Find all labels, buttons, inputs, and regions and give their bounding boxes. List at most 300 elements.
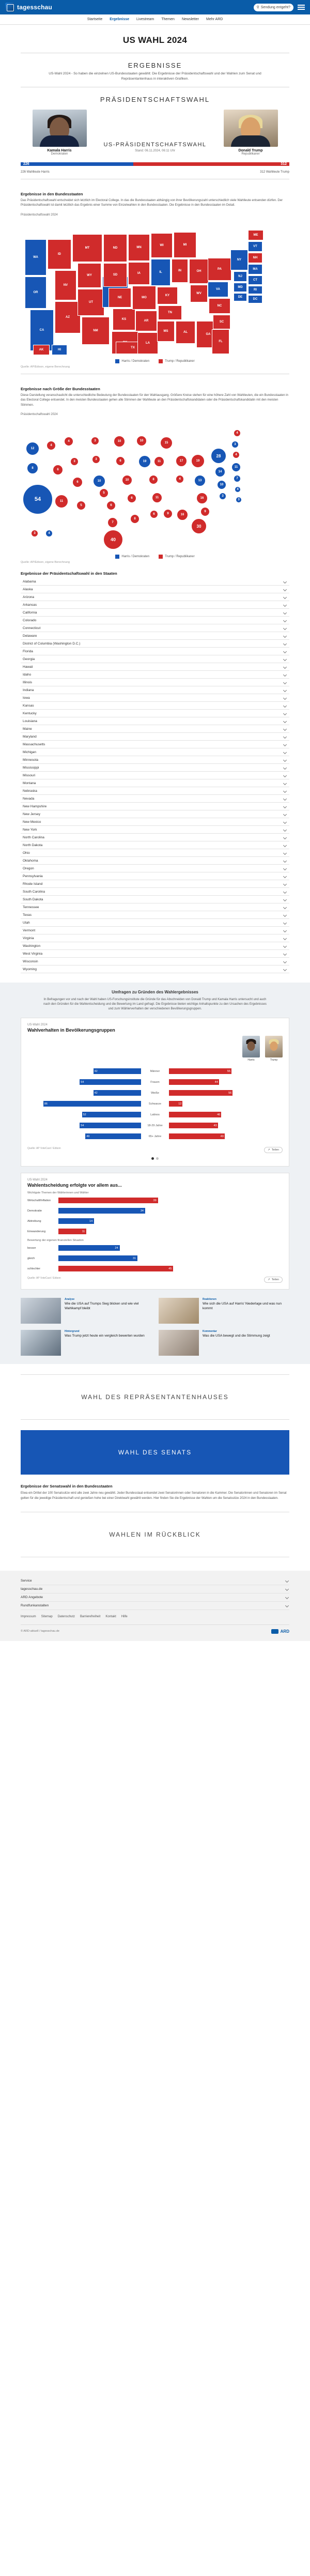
chevron-down-icon [286, 1596, 289, 1599]
chevron-down-icon [284, 619, 287, 622]
chevron-down-icon [286, 1587, 289, 1591]
state-label: Vermont [23, 928, 36, 932]
state-label: Alabama [23, 579, 36, 584]
chart2-cat-0: Wirtschaft/Inflation [27, 1199, 51, 1202]
chevron-down-icon [284, 595, 287, 599]
state-label: Illinois [23, 680, 33, 684]
harris-party: Demokraten [51, 152, 68, 156]
chevron-down-icon [284, 944, 287, 948]
divider [0, 174, 310, 185]
chart2-cat-3: Einwanderung [27, 1230, 46, 1233]
harris-name: Kamala Harris [47, 148, 72, 152]
footer-link[interactable]: Sitemap [41, 1615, 53, 1618]
state-label: Pennsylvania [23, 874, 43, 878]
nav-item-5[interactable]: Mehr ARD [206, 18, 223, 21]
state-row[interactable] [21, 655, 289, 663]
teaser-item[interactable] [21, 1298, 151, 1324]
state-row[interactable] [21, 872, 289, 880]
chevron-down-icon [284, 588, 287, 591]
state-row[interactable] [21, 617, 289, 624]
senate-title: WAHL DES SENATS [118, 1449, 192, 1456]
chevron-down-icon [284, 968, 287, 971]
divider [0, 369, 310, 379]
footer-row[interactable] [21, 1585, 289, 1593]
senate-info-heading: Ergebnisse der Senatswahl in den Bundesstaaten [21, 1484, 113, 1489]
state-row[interactable] [21, 911, 289, 919]
states-accordion [21, 578, 289, 973]
chevron-down-icon [284, 828, 287, 832]
chart1-cat-5: 18-29 Jahre [147, 1124, 163, 1127]
chevron-down-icon [284, 681, 287, 684]
bar-legend-right: 312 Wahlleute Trump [260, 170, 289, 174]
state-row[interactable] [21, 748, 289, 756]
footer-row[interactable] [21, 1593, 289, 1602]
teaser-item[interactable] [21, 1330, 151, 1356]
state-label: Texas [23, 913, 32, 917]
state-row[interactable] [21, 950, 289, 958]
state-label: Arkansas [23, 603, 37, 607]
ard-mark-icon [271, 1629, 278, 1634]
footer [0, 1571, 310, 1641]
chevron-down-icon [284, 913, 287, 917]
chevron-down-icon [284, 758, 287, 762]
bar-legend-left: 226 Wahlleute Harris [21, 170, 50, 174]
chevron-down-icon [284, 642, 287, 646]
candidate-harris [21, 110, 98, 156]
chevron-down-icon [284, 797, 287, 801]
state-label: Kansas [23, 703, 34, 708]
chevron-down-icon [284, 735, 287, 739]
states-list-title: Ergebnisse der Präsidentschaftswahl in den Staaten [21, 571, 117, 576]
chevron-down-icon [284, 657, 287, 661]
survey-section [0, 983, 310, 1364]
chevron-down-icon [284, 704, 287, 708]
chevron-down-icon [284, 906, 287, 909]
main-nav [0, 14, 310, 25]
teaser-item[interactable] [159, 1298, 289, 1324]
state-row[interactable] [21, 965, 289, 973]
nav-item-0[interactable]: Startseite [87, 18, 103, 21]
state-label: Arizona [23, 595, 35, 599]
nav-item-3[interactable]: Themen [161, 18, 175, 21]
state-label: Michigan [23, 750, 37, 754]
chevron-down-icon [286, 1579, 289, 1583]
state-label: Nebraska [23, 789, 37, 793]
chart1-legend-1: Trump [270, 1059, 278, 1062]
state-row[interactable] [21, 764, 289, 772]
state-map-block [21, 213, 289, 369]
state-label: Louisiana [23, 719, 37, 723]
chart2-row2: gleich 31 [27, 1254, 283, 1262]
chart2-row: Wirtschaft/Inflation 39 [27, 1197, 283, 1204]
brand[interactable] [5, 3, 52, 12]
harris-photo [33, 110, 87, 147]
teaser-item[interactable] [159, 1330, 289, 1356]
chevron-down-icon [284, 960, 287, 963]
state-row[interactable] [21, 756, 289, 764]
footer-item-label: ARD Angebote [21, 1595, 43, 1599]
state-row[interactable] [21, 795, 289, 803]
state-row[interactable] [21, 725, 289, 733]
state-label: Washington [23, 944, 41, 948]
share-label: Teilen [271, 1278, 279, 1282]
chart2-subhead2: Bewertung der eigenen finanziellen Situation [27, 1239, 84, 1243]
results-title: ERGEBNISSE [128, 62, 182, 69]
footer-link[interactable]: Barrierefreiheit [80, 1615, 101, 1618]
teaser-grid [21, 1298, 289, 1356]
legend-rep: Trump / Republikaner [165, 359, 195, 363]
chart1-row: 54 Frauen 44 [27, 1078, 283, 1086]
footer-accordion [21, 1577, 289, 1610]
state-row[interactable] [21, 741, 289, 748]
nav-item-2[interactable]: Livestream [136, 18, 154, 21]
harris-electors: 226 [23, 162, 29, 166]
state-row[interactable] [21, 787, 289, 795]
state-label: Wyoming [23, 967, 37, 971]
state-label: New Jersey [23, 812, 40, 816]
state-row[interactable] [21, 857, 289, 865]
state-row[interactable] [21, 810, 289, 818]
chevron-down-icon [284, 580, 287, 584]
teaser-thumbnail [159, 1330, 199, 1356]
senate-info [21, 1484, 289, 1501]
map-source: Quelle: AP/Edison, eigene Berechnung [21, 365, 70, 369]
senate-section [21, 1430, 289, 1475]
state-label: Florida [23, 649, 33, 653]
state-row[interactable] [21, 779, 289, 787]
chart1-source: Quelle: AP VoteCast / Edison [27, 1147, 61, 1151]
state-label: Kentucky [23, 711, 37, 715]
top-bar [0, 0, 310, 14]
state-row[interactable] [21, 849, 289, 857]
size-heading: Ergebnisse nach Größe der Bundesstaaten [21, 386, 100, 391]
footer-link[interactable]: Impressum [21, 1615, 36, 1618]
chart2-cat-2: Abtreibung [27, 1219, 41, 1223]
presidential-title: PRÄSIDENTSCHAFTSWAHL [100, 95, 210, 103]
chart2-kicker: US-Wahl 2024 [27, 1178, 48, 1182]
electoral-heading: Ergebnisse in den Bundesstaaten [21, 191, 83, 196]
trump-name: Donald Trump [238, 148, 263, 152]
footer-item-label: Rundfunkanstalten [21, 1603, 49, 1607]
electoral-bar [21, 160, 289, 174]
chevron-down-icon [284, 921, 287, 925]
chart2-cat2-2: schlechter [27, 1267, 41, 1270]
carousel-dot[interactable] [151, 1157, 154, 1160]
state-label: Idaho [23, 672, 32, 677]
chevron-down-icon [284, 875, 287, 878]
share-button[interactable] [264, 1277, 283, 1283]
chevron-down-icon [284, 688, 287, 692]
trump-electors: 312 [281, 162, 287, 166]
state-label: District of Columbia (Washington D.C.) [23, 641, 81, 646]
harris-thumb [242, 1036, 260, 1057]
legend-rep-2: Trump / Republikaner [165, 555, 195, 559]
state-row[interactable] [21, 624, 289, 632]
copyright: © ARD-aktuell / tagesschau.de [21, 1630, 59, 1633]
menu-button[interactable] [298, 5, 305, 10]
chart2-row: Demokratie 34 [27, 1207, 283, 1215]
state-label: Ohio [23, 851, 30, 855]
house-section [21, 1374, 289, 1420]
state-label: Montana [23, 781, 36, 785]
chart1-row: 86 Schwarze 12 [27, 1099, 283, 1108]
state-row[interactable] [21, 671, 289, 679]
state-row[interactable] [21, 942, 289, 950]
chart2-row2: schlechter 45 [27, 1265, 283, 1272]
state-row[interactable] [21, 733, 289, 741]
chart1-cat-1: Frauen [150, 1080, 160, 1084]
footer-links [21, 1615, 289, 1618]
state-row[interactable] [21, 818, 289, 826]
state-row[interactable] [21, 601, 289, 609]
hero-headline: US-PRÄSIDENTSCHAFTSWAHL [103, 141, 207, 148]
footer-link[interactable]: Datenschutz [57, 1615, 75, 1618]
share-button[interactable] [264, 1147, 283, 1153]
state-row[interactable] [21, 686, 289, 694]
footer-link[interactable]: Hilfe [121, 1615, 128, 1618]
state-label: Nevada [23, 796, 35, 801]
chart2-row2: besser 24 [27, 1244, 283, 1252]
trump-thumb [265, 1036, 283, 1057]
legend-dem: Harris / Demokraten [121, 359, 150, 363]
state-label: Alaska [23, 587, 33, 591]
state-label: West Virginia [23, 952, 43, 956]
candidate-trump [212, 110, 289, 156]
footer-item-label: tagesschau.de [21, 1587, 43, 1591]
state-row[interactable] [21, 934, 289, 942]
state-label: Iowa [23, 696, 30, 700]
state-row[interactable] [21, 927, 289, 934]
chevron-down-icon [284, 844, 287, 847]
house-title: WAHL DES REPRÄSENTANTENHAUSES [81, 1393, 229, 1401]
chevron-down-icon [284, 743, 287, 746]
bubble-map-legend [21, 553, 289, 559]
teaser-kicker: Hintergrund [65, 1330, 80, 1333]
chevron-down-icon [284, 781, 287, 785]
state-row[interactable] [21, 640, 289, 648]
chart-card-groups [21, 1018, 289, 1167]
state-row[interactable] [21, 834, 289, 841]
state-label: Oregon [23, 866, 34, 870]
state-label: Maine [23, 727, 32, 731]
chart1-row: 52 Latinos 46 [27, 1110, 283, 1119]
chevron-down-icon [284, 626, 287, 630]
state-row[interactable] [21, 841, 289, 849]
chart1-cat-2: Weiße [151, 1091, 159, 1095]
chart-card-reasons [21, 1173, 289, 1290]
state-row[interactable] [21, 958, 289, 965]
ard-logo[interactable] [271, 1629, 289, 1634]
nav-item-4[interactable]: Newsletter [181, 18, 199, 21]
ard-label: ARD [280, 1629, 289, 1634]
tagesschau-logo-icon [5, 3, 14, 12]
state-row[interactable] [21, 710, 289, 717]
map-legend [21, 357, 289, 363]
state-row[interactable] [21, 888, 289, 896]
trump-photo [224, 110, 278, 147]
chart2-cat-1: Demokratie [27, 1209, 42, 1213]
state-row[interactable] [21, 694, 289, 702]
footer-link[interactable]: Kontakt [105, 1615, 116, 1618]
state-label: New York [23, 827, 37, 832]
state-label: Minnesota [23, 758, 38, 762]
state-label: Connecticut [23, 626, 41, 630]
chart1-cat-0: Männer [150, 1069, 160, 1073]
state-label: Wisconsin [23, 959, 38, 963]
state-row[interactable] [21, 702, 289, 710]
footer-row[interactable] [21, 1577, 289, 1585]
teaser-thumbnail [159, 1298, 199, 1324]
state-label: Tennessee [23, 905, 39, 909]
state-label: Colorado [23, 618, 37, 622]
chart1-row: 49 65+ Jahre 49 [27, 1132, 283, 1141]
bubble-map-block [21, 413, 289, 564]
chart1-cat-3: Schwarze [148, 1102, 162, 1106]
share-icon: ↗ [268, 1278, 270, 1282]
state-label: Oklahoma [23, 858, 38, 863]
state-row[interactable] [21, 717, 289, 725]
state-row[interactable] [21, 632, 289, 640]
chevron-down-icon [284, 929, 287, 932]
survey-subtext: In Befragungen vor und nach der Wahl haben US-Forschungsinstitute die Gründe für das Abschneiden von Donald Trump und Kamala Harris untersucht und auch nach den Gründen für die Wahlentscheidung und die Bewertung im Land gefragt. Die Ergebnisse bieten wichtige Anhaltspunkte zu den Ursachen des Ergebnisses und zum Wählerverhalten der verschiedenen Bevölkerungsgruppen. [43, 998, 267, 1011]
chevron-down-icon [284, 634, 287, 638]
bubble-map-source: Quelle: AP/Edison, eigene Berechnung [21, 561, 70, 564]
teaser-title: Was die USA bewegt und die Stimmung zeigt [203, 1334, 270, 1338]
footer-bottom [21, 1624, 289, 1641]
state-label: North Carolina [23, 835, 44, 839]
bubble-map[interactable]: 12 8 54 4 6 11 4 3 6 5 10 3 3 5 6 7 40 10 6 10 6 8 10 19 11 8 11 6 9 15 17 4 16 30 19 13 16 9 28 14 10 3 3 4 11 7 4 4 3 3 4 [21, 418, 289, 553]
chevron-down-icon [284, 812, 287, 816]
carousel-dots[interactable] [27, 1157, 283, 1160]
chevron-down-icon [284, 867, 287, 870]
chart2-cat2-1: gleich [27, 1256, 35, 1260]
chart2-subhead: Wichtigste Themen der Wählerinnen und Wähler [27, 1191, 89, 1195]
chart2-source: Quelle: AP VoteCast / Edison [27, 1277, 61, 1280]
state-label: Delaware [23, 634, 37, 638]
state-row[interactable] [21, 609, 289, 617]
chevron-down-icon [284, 665, 287, 669]
chart1-row: 42 Weiße 56 [27, 1088, 283, 1097]
trump-party: Republikaner [241, 152, 260, 156]
hero-timestamp: Stand: 06.11.2024, 06:11 Uhr [135, 149, 175, 152]
size-text: Diese Darstellung veranschaulicht die unterschiedliche Bedeutung der Bundesstaaten für den Wahlausgang. Größere Kreise stehen für eine höhere Zahl von Wahlleuten, die ein Bundesstaaten in das Electoral College entsendet. In den meisten Bundesstaaten gehen alle Stimmen der Wahlleute an den Präsidentschaftskandidaten oder die Präsidentschaftskandidatin mit den meisten Stimmen. [21, 393, 288, 407]
chevron-down-icon [284, 673, 287, 677]
state-row[interactable] [21, 593, 289, 601]
chart1-row: 42 Männer 55 [27, 1067, 283, 1076]
chevron-down-icon [284, 774, 287, 777]
state-row[interactable] [21, 865, 289, 872]
chevron-down-icon [284, 603, 287, 607]
retrospect-title: WAHLEN IM RÜCKBLICK [109, 1530, 201, 1538]
state-row[interactable] [21, 826, 289, 834]
chart2-title: Wahlentscheidung erfolgte vor allem aus... [27, 1183, 122, 1188]
chevron-down-icon [284, 789, 287, 793]
search-icon: ⚲ [256, 6, 259, 9]
chevron-down-icon [284, 611, 287, 615]
teaser-thumbnail [21, 1330, 61, 1356]
state-label: Massachusetts [23, 742, 45, 746]
page-title: US WAHL 2024 [122, 35, 188, 45]
chevron-down-icon [284, 766, 287, 770]
brand-label: tagesschau [17, 4, 53, 11]
divider [0, 82, 310, 93]
state-row[interactable] [21, 679, 289, 686]
teaser-kicker: Reaktionen [203, 1298, 216, 1301]
chevron-down-icon [284, 898, 287, 901]
results-intro: US-Wahl 2024 - So haben die einzelnen US-Bundesstaaten gewählt: Die Ergebnisse der Präsidentschaftswahl und der Wahlen zum Senat und Repräsentantenhaus in interaktiven Grafiken. [49, 72, 261, 81]
chevron-down-icon [284, 719, 287, 723]
footer-row[interactable] [21, 1602, 289, 1610]
map2-caption: Präsidentschaftswahl 2024 [21, 413, 58, 417]
state-label: California [23, 610, 37, 615]
nav-item-1[interactable]: Ergebnisse [110, 18, 130, 21]
teaser-title: Wie sich die USA auf Harris' Niederlage und was nun kommt [203, 1302, 282, 1311]
chart1-plot [27, 1067, 283, 1143]
state-row[interactable] [21, 578, 289, 586]
hero-headline-block [98, 142, 212, 156]
chart1-row: 54 18-29 Jahre 43 [27, 1121, 283, 1130]
map1-caption: Präsidentschaftswahl 2024 [21, 213, 58, 217]
state-row[interactable] [21, 648, 289, 655]
state-label: Georgia [23, 657, 35, 661]
carousel-dot[interactable] [156, 1157, 159, 1160]
state-row[interactable] [21, 803, 289, 810]
share-label: Teilen [271, 1148, 279, 1152]
state-row[interactable] [21, 903, 289, 911]
chart1-legend-0: Harris [247, 1059, 255, 1062]
state-label: Maryland [23, 734, 37, 739]
state-label: New Hampshire [23, 804, 47, 808]
state-label: Mississippi [23, 765, 39, 770]
state-row[interactable] [21, 896, 289, 903]
chart2-cat2-0: besser [27, 1246, 36, 1250]
state-row[interactable] [21, 772, 289, 779]
chevron-down-icon [284, 851, 287, 855]
chart2-row: Abtreibung 14 [27, 1217, 283, 1225]
chart2-row: Einwanderung 11 [27, 1228, 283, 1235]
state-label: Utah [23, 921, 30, 925]
top-bar-right [254, 4, 305, 11]
candidate-hero [21, 110, 289, 156]
chart1-cat-4: Latinos [150, 1113, 160, 1116]
state-row[interactable] [21, 919, 289, 927]
teaser-kicker: Analyse [65, 1298, 75, 1301]
legend-dem-2: Harris / Demokraten [121, 555, 150, 559]
chevron-down-icon [284, 750, 287, 754]
retrospect-section [21, 1512, 289, 1557]
state-label: Virginia [23, 936, 34, 940]
electoral-text: Das Präsidentschaftswahl entscheidet sich letztlich im Electoral College. In das die Bundesstaaten abhängig von ihrer Bevölkerungszahl unterschiedlich viele Wahlleute entsenden dürfen. Der Präsidentschaftswahl ist damit letztlich das Ergebnis einer Summe von Einzelwahlen in den Bundesstaaten. Die Ergebnisse in den Bundesstaaten im Detail. [21, 198, 283, 207]
state-label: South Carolina [23, 890, 45, 894]
share-icon: ↗ [268, 1148, 270, 1152]
state-row[interactable] [21, 880, 289, 888]
chevron-down-icon [284, 890, 287, 894]
footer-item-label: Service [21, 1578, 32, 1583]
electoral-map[interactable]: WA OR CA ID NV AZ MT WY UT NM ND SD NE KS TX MN IA MO AR LA WI IL IN KY TN MS AL MI OH WV GA FL PA VA NC SC NY NJ MD DE VT NH MA CT RI ME DC AK HI [21, 219, 289, 357]
state-row[interactable] [21, 663, 289, 671]
chevron-down-icon [286, 1604, 289, 1607]
state-row[interactable] [21, 586, 289, 593]
search-input[interactable] [254, 4, 293, 11]
chevron-down-icon [284, 820, 287, 824]
teaser-title: Wie die USA auf Trumps Sieg blicken und wie viel Wahlkampf bleibt [65, 1302, 139, 1311]
chart1-kicker: US-Wahl 2024 [27, 1023, 48, 1027]
chart1-title: Wahlverhalten in Bevölkerungsgruppen [27, 1028, 115, 1033]
chevron-down-icon [284, 937, 287, 940]
chevron-down-icon [284, 952, 287, 956]
senate-info-text: Etwa ein Drittel der 100 Senatssitze wird alle zwei Jahre neu gewählt. Jeder Bundesstaat entsendet zwei Senatorinnen oder Senatoren in die Kammer. Die Senatorinnen und Senatoren im Senat gelten für die jeweilige Präsidentschaft und genießen hohe bei einer Direktwahl gewählt werden. Hier finden Sie die Ergebnisse der Wahlen um die Senatssitze 2024 in den Bundesstaaten. [21, 1492, 287, 1500]
search-placeholder: Sendung entgeht? [260, 5, 290, 9]
